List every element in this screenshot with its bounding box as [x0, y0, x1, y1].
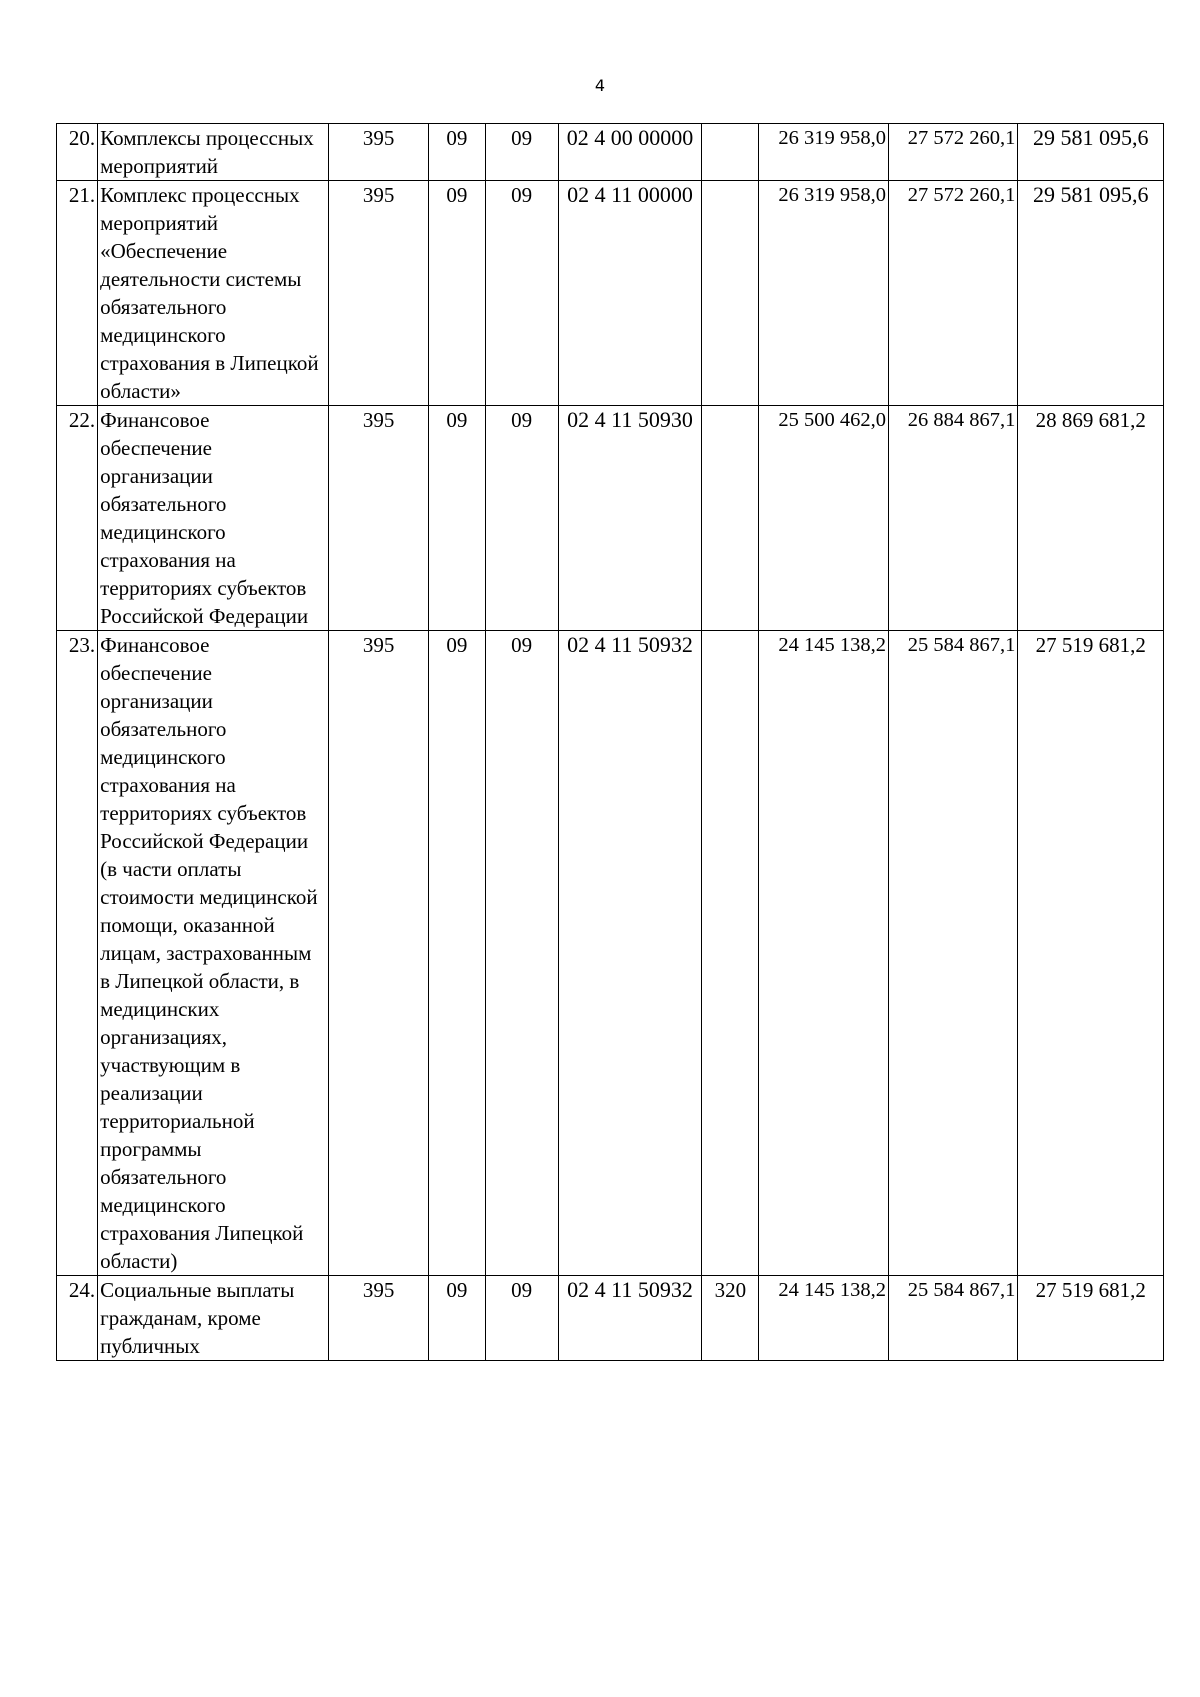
row-number: 20.: [57, 124, 98, 181]
table-row: [57, 124, 1164, 181]
code-subsection: 09: [485, 631, 558, 1276]
code-section: 09: [429, 124, 485, 181]
amount-year-3: 29 581 095,6: [1018, 181, 1164, 406]
code-section: 09: [429, 1276, 485, 1361]
amount-year-3: 27 519 681,2: [1018, 631, 1164, 1276]
amount-year-1: 26 319 958,0: [759, 181, 888, 406]
code-ministry: 395: [328, 631, 428, 1276]
budget-table: [56, 123, 1164, 1361]
expense-kind: [702, 631, 759, 1276]
amount-year-3: 28 869 681,2: [1018, 406, 1164, 631]
amount-year-1: 24 145 138,2: [759, 1276, 888, 1361]
amount-year-2: 27 572 260,1: [888, 124, 1017, 181]
row-name: Комплекс процессных мероприятий «Обеспечение деятельности системы обязательного медицинского страхования в Липецкой области»: [98, 181, 329, 406]
target-article: 02 4 11 00000: [558, 181, 702, 406]
code-section: 09: [429, 406, 485, 631]
row-number: 21.: [57, 181, 98, 406]
amount-year-3: 29 581 095,6: [1018, 124, 1164, 181]
amount-year-2: 27 572 260,1: [888, 181, 1017, 406]
code-subsection: 09: [485, 1276, 558, 1361]
table-row: [57, 631, 1164, 1276]
row-number: 24.: [57, 1276, 98, 1361]
amount-year-3: 27 519 681,2: [1018, 1276, 1164, 1361]
target-article: 02 4 11 50932: [558, 1276, 702, 1361]
code-ministry: 395: [328, 406, 428, 631]
table-row: [57, 181, 1164, 406]
amount-year-2: 25 584 867,1: [888, 1276, 1017, 1361]
amount-year-1: 26 319 958,0: [759, 124, 888, 181]
code-subsection: 09: [485, 406, 558, 631]
code-ministry: 395: [328, 1276, 428, 1361]
row-name: Финансовое обеспечение организации обязательного медицинского страхования на территориях субъектов Российской Федерации: [98, 406, 329, 631]
expense-kind: [702, 124, 759, 181]
row-number: 23.: [57, 631, 98, 1276]
row-name: Социальные выплаты гражданам, кроме публичных: [98, 1276, 329, 1361]
table-row: [57, 1276, 1164, 1361]
code-subsection: 09: [485, 124, 558, 181]
expense-kind: [702, 181, 759, 406]
row-name: Комплексы процессных мероприятий: [98, 124, 329, 181]
target-article: 02 4 11 50932: [558, 631, 702, 1276]
expense-kind: [702, 406, 759, 631]
code-subsection: 09: [485, 181, 558, 406]
expense-kind: 320: [702, 1276, 759, 1361]
row-number: 22.: [57, 406, 98, 631]
amount-year-1: 25 500 462,0: [759, 406, 888, 631]
amount-year-2: 26 884 867,1: [888, 406, 1017, 631]
code-ministry: 395: [328, 181, 428, 406]
target-article: 02 4 00 00000: [558, 124, 702, 181]
page-number: 4: [594, 76, 606, 95]
amount-year-2: 25 584 867,1: [888, 631, 1017, 1276]
code-ministry: 395: [328, 124, 428, 181]
table-row: [57, 406, 1164, 631]
code-section: 09: [429, 181, 485, 406]
target-article: 02 4 11 50930: [558, 406, 702, 631]
amount-year-1: 24 145 138,2: [759, 631, 888, 1276]
row-name: Финансовое обеспечение организации обязательного медицинского страхования на территориях субъектов Российской Федерации (в части оплаты стоимости медицинской помощи, оказанной лицам, застрахованным в Липецкой области, в медицинских организациях, участвующим в реализации территориальной программы обязательного медицинского страхования Липецкой области): [98, 631, 329, 1276]
code-section: 09: [429, 631, 485, 1276]
